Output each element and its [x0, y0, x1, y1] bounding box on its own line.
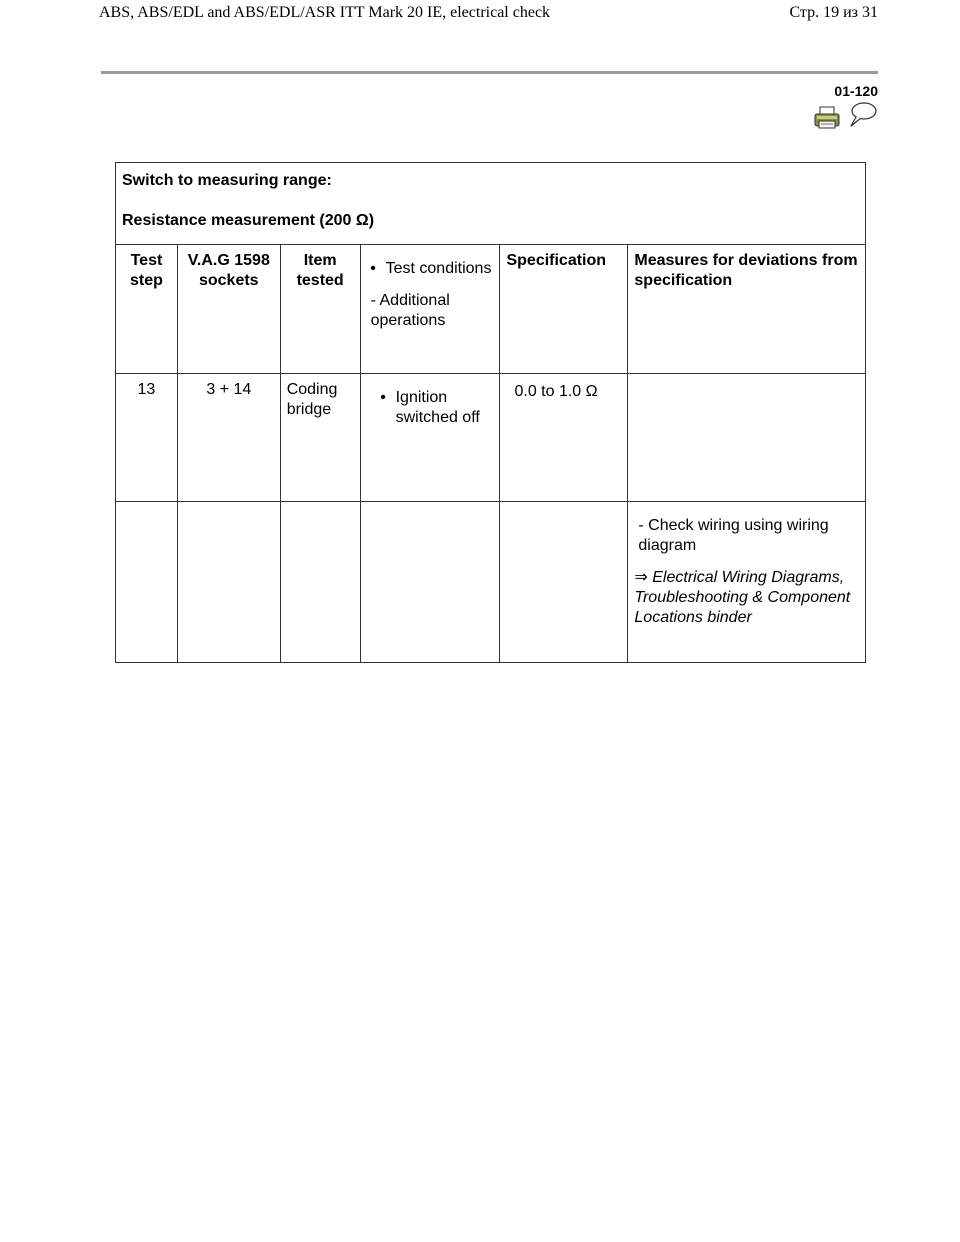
cell-measures-empty: [628, 374, 866, 502]
table-header-row: [116, 245, 866, 374]
header-sockets: V.A.G 1598 sockets: [177, 245, 280, 374]
comment-bubble-icon[interactable]: [846, 100, 878, 128]
cell-specification: 0.0 to 1.0 Ω: [500, 374, 628, 502]
cell-empty: [280, 502, 360, 663]
range-title: Switch to measuring range:: [122, 172, 332, 189]
header-divider: [101, 71, 878, 74]
header-measures: Measures for deviations from specification: [628, 245, 866, 374]
page-number: 01-120: [834, 83, 878, 99]
header-conditions-note: - Additional operations: [370, 292, 450, 329]
bullet-icon: •: [380, 389, 386, 406]
range-value: Resistance measurement (200 Ω): [122, 212, 375, 229]
cell-test-step: 13: [116, 374, 178, 502]
table-row: [116, 502, 866, 663]
table-row: [116, 374, 866, 502]
bullet-icon: •: [370, 260, 376, 277]
header-item-tested: Item tested: [280, 245, 360, 374]
measures-note: - Check wiring using wiring diagram: [638, 517, 829, 554]
cell-empty: [500, 502, 628, 663]
header-conditions-bullet: Test conditions: [385, 260, 492, 277]
page-counter: Стр. 19 из 31: [789, 4, 878, 21]
document-title: ABS, ABS/EDL and ABS/EDL/ASR ITT Mark 20 IE, electrical check: [99, 4, 551, 21]
cell-sockets: 3 + 14: [177, 374, 280, 502]
measurement-table: [115, 162, 866, 663]
header-conditions: [360, 245, 500, 374]
measures-reference-link[interactable]: ⇒ Electrical Wiring Diagrams, Troubleshooting & Component Locations binder: [634, 569, 851, 626]
cell-empty: [116, 502, 178, 663]
header-test-step: Test step: [116, 245, 178, 374]
cell-empty: [360, 502, 500, 663]
cell-conditions: [360, 374, 500, 502]
measuring-range-cell: [116, 163, 866, 245]
cell-condition-text: Ignition switched off: [395, 389, 480, 426]
printer-icon[interactable]: [814, 106, 840, 130]
cell-measures: [628, 502, 866, 663]
cell-empty: [177, 502, 280, 663]
header-specification: Specification: [500, 245, 628, 374]
cell-item-tested: Coding bridge: [280, 374, 360, 502]
